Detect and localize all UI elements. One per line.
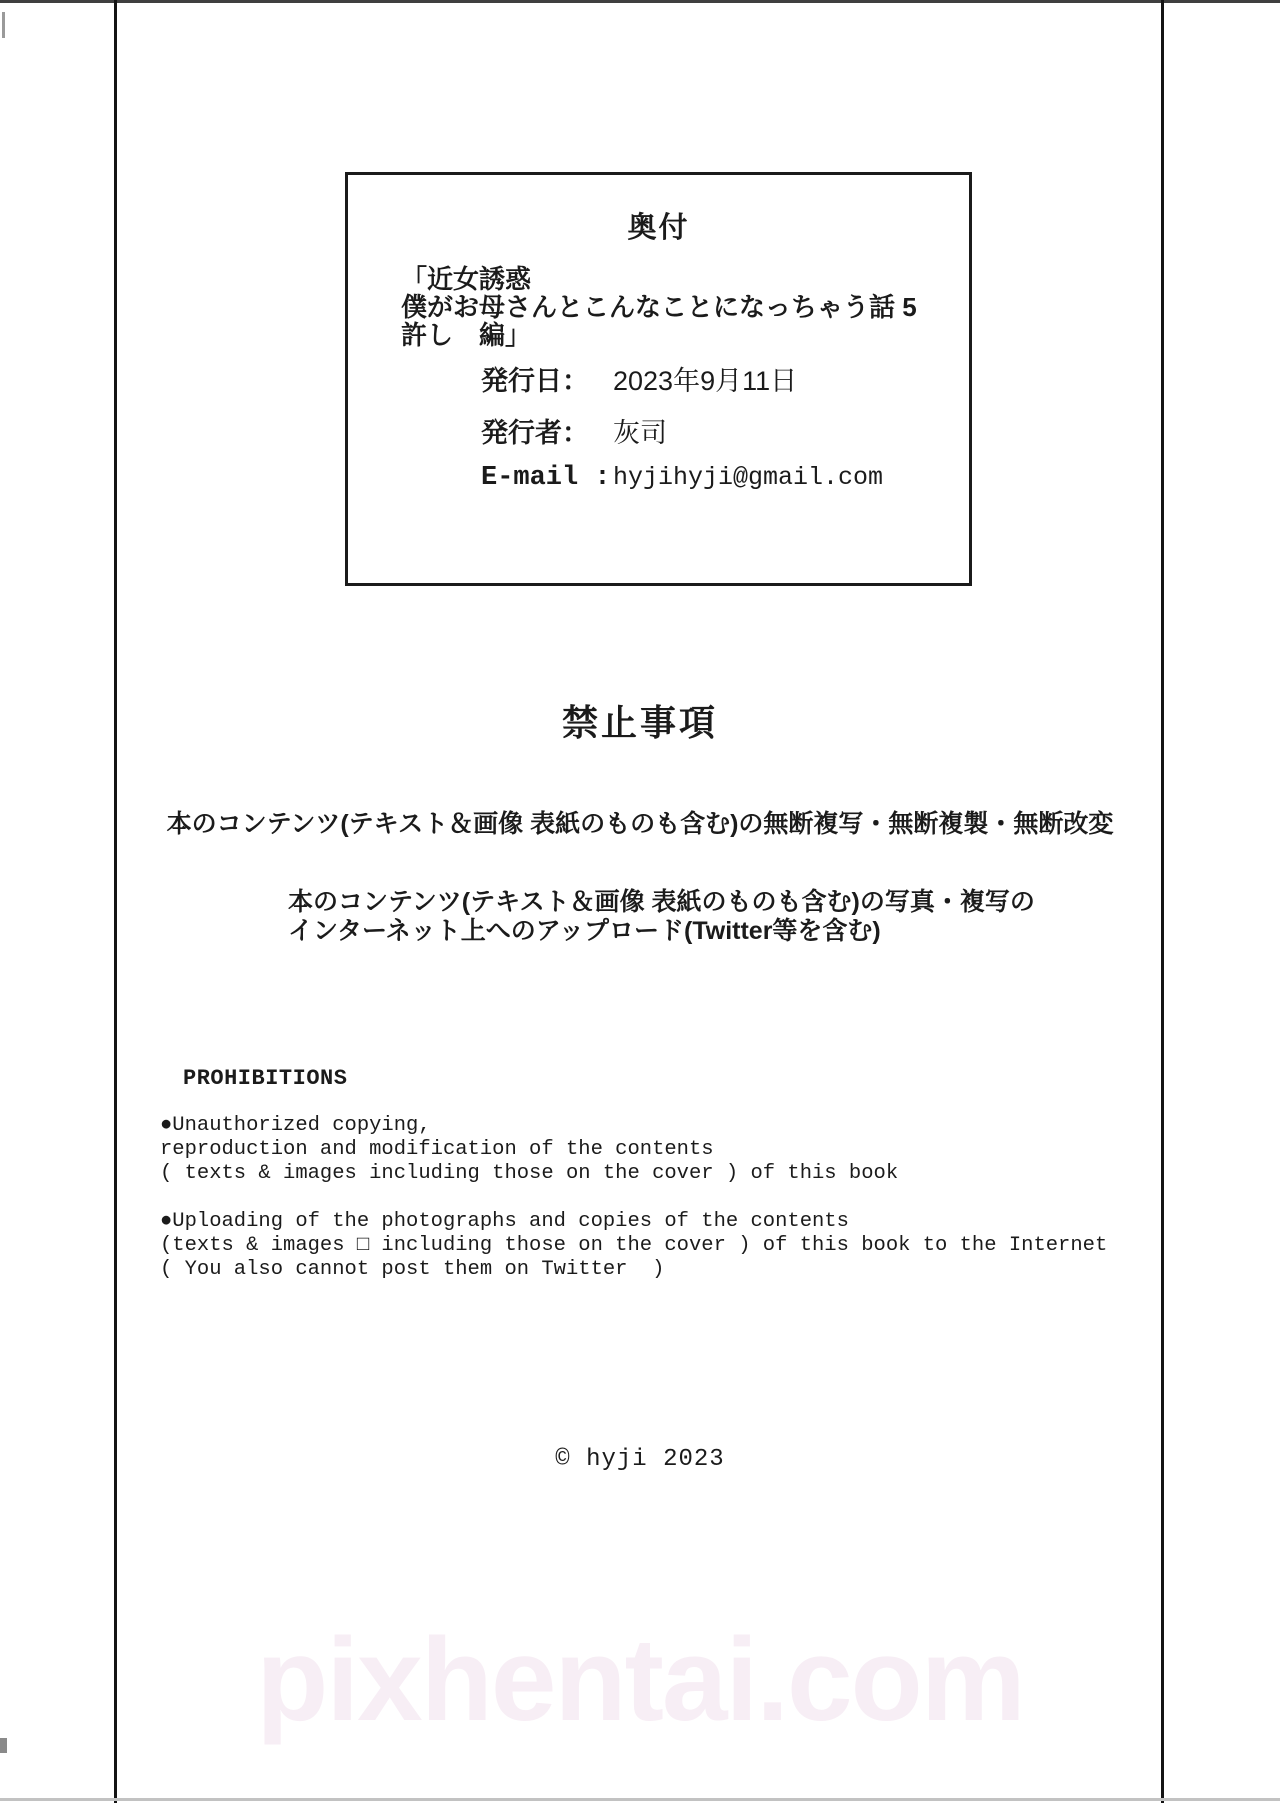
email-value: hyjihyji@gmail.com xyxy=(613,463,884,492)
publication-date-row xyxy=(481,359,883,411)
copyright-notice: © hyji 2023 xyxy=(555,1446,725,1473)
email-label: E-mail : xyxy=(481,463,611,493)
publisher-label: 発行者： xyxy=(481,418,589,448)
book-title-line-1: 「近女誘惑 xyxy=(401,264,532,294)
publication-date-label: 発行日： xyxy=(481,366,589,396)
colophon-box xyxy=(345,172,972,586)
publisher-row xyxy=(481,411,883,463)
prohibition-item-uploading-line-2: (texts & images □ including those on the cover ) of this book to the Internet xyxy=(160,1234,1108,1257)
page-right-border-line xyxy=(1161,0,1164,1803)
email-row xyxy=(481,463,883,515)
publication-date-value: 2023年9月11日 xyxy=(613,366,798,396)
page-left-border-line xyxy=(114,0,117,1803)
book-title xyxy=(401,265,917,349)
prohibitions-jp-block2-line-2: インターネット上へのアップロード(Twitter等を含む) xyxy=(288,917,881,945)
prohibitions-jp-block2-line-1: 本のコンテンツ(テキスト＆画像 表紙のものも含む)の写真・複写の xyxy=(288,888,1035,916)
prohibition-item-copying xyxy=(160,1114,898,1186)
prohibition-item-copying-line-2: reproduction and modification of the contents xyxy=(160,1138,714,1161)
site-watermark: pixhentai.com xyxy=(256,1614,1024,1746)
prohibitions-jp-block-2 xyxy=(288,888,1035,946)
scan-artifact xyxy=(2,12,5,38)
prohibition-item-copying-line-3: ( texts & images including those on the cover ) of this book xyxy=(160,1162,899,1185)
book-title-line-2: 僕がお母さんとこんなことになっちゃう話 5 xyxy=(401,292,917,322)
prohibition-item-uploading-line-1: ●Uploading of the photographs and copies of the contents xyxy=(160,1210,849,1233)
scan-artifact xyxy=(0,1738,7,1753)
colophon-heading: 奥付 xyxy=(627,212,690,244)
prohibition-item-copying-line-1: ●Unauthorized copying, xyxy=(160,1114,431,1137)
colophon-rows xyxy=(481,359,883,515)
publisher-value: 灰司 xyxy=(613,418,667,448)
prohibitions-jp-line-1: 本のコンテンツ(テキスト＆画像 表紙のものも含む)の無断複写・無断複製・無断改変 xyxy=(166,810,1114,838)
book-title-line-3: 許し 編」 xyxy=(401,320,532,350)
prohibitions-jp-heading: 禁止事項 xyxy=(561,702,718,743)
prohibition-item-uploading xyxy=(160,1210,1107,1282)
prohibition-item-uploading-line-3: ( You also cannot post them on Twitter ) xyxy=(160,1258,665,1281)
prohibitions-en-heading: PROHIBITIONS xyxy=(183,1066,348,1091)
scan-top-edge-line xyxy=(0,0,1280,3)
scan-bottom-edge-line xyxy=(0,1798,1280,1801)
